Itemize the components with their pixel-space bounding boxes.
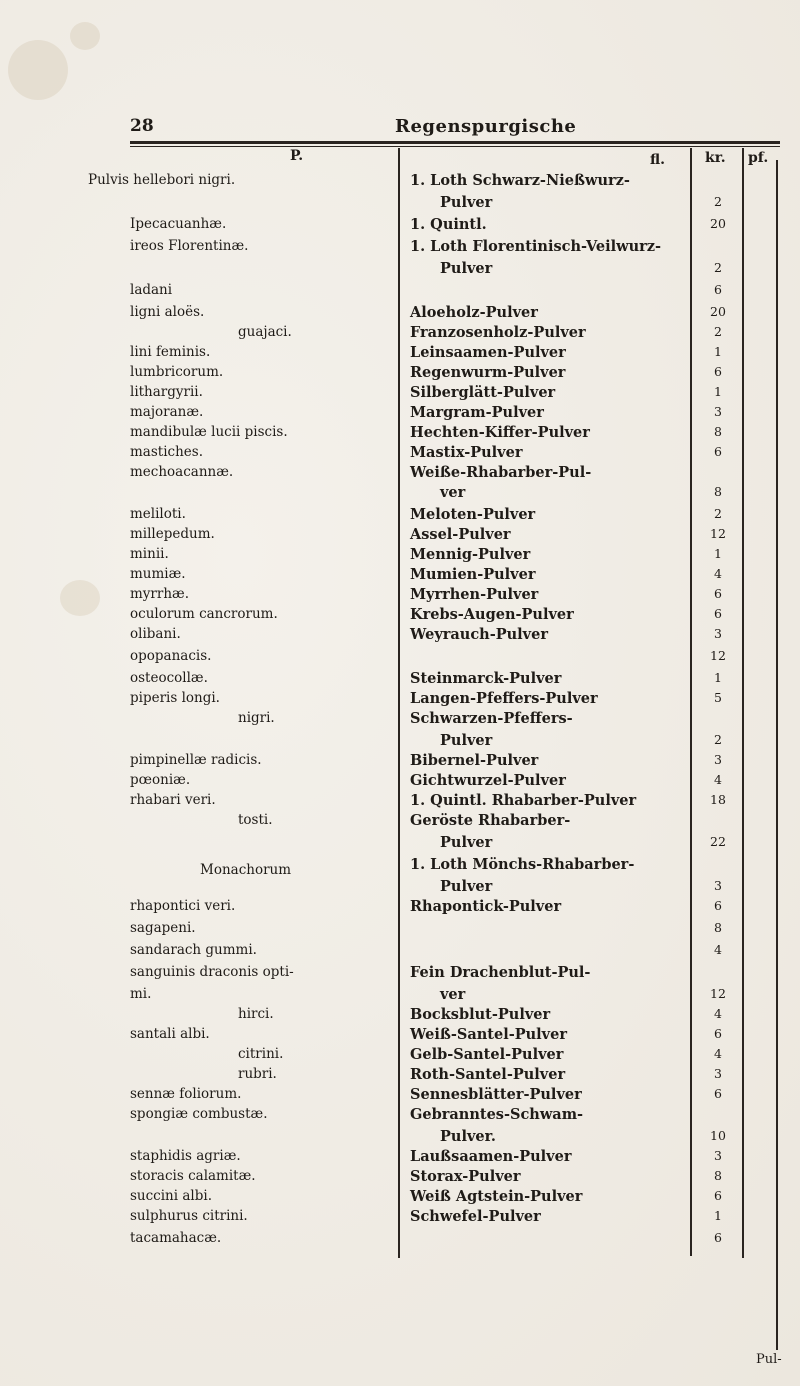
latin-entry: mechoacannæ. bbox=[130, 464, 234, 480]
kreuzer-value: 2 bbox=[714, 732, 722, 747]
catchword: Pul- bbox=[756, 1352, 782, 1367]
german-entry: Fein Drachenblut-Pul- bbox=[410, 964, 591, 981]
german-entry: Regenwurm-Pulver bbox=[410, 364, 566, 381]
latin-entry: majoranæ. bbox=[130, 404, 204, 420]
german-entry: Silberglätt-Pulver bbox=[410, 384, 556, 401]
running-title: Regenspurgische bbox=[395, 116, 577, 137]
kreuzer-value: 18 bbox=[710, 792, 726, 807]
german-entry: Mumien-Pulver bbox=[410, 566, 536, 583]
latin-entry: olibani. bbox=[130, 626, 181, 642]
latin-entry: sulphurus citrini. bbox=[130, 1208, 248, 1224]
latin-entry: ladani bbox=[130, 282, 173, 298]
kreuzer-value: 12 bbox=[710, 648, 726, 663]
kreuzer-value: 1 bbox=[714, 670, 722, 685]
latin-entry: sagapeni. bbox=[130, 920, 196, 936]
latin-entry: staphidis agriæ. bbox=[130, 1148, 241, 1164]
kreuzer-value: 4 bbox=[714, 566, 722, 581]
column-divider-pf bbox=[776, 160, 778, 1350]
latin-entry: mandibulæ lucii piscis. bbox=[130, 424, 288, 440]
german-entry: Gebranntes-Schwam- bbox=[410, 1106, 584, 1123]
kreuzer-value: 12 bbox=[710, 526, 726, 541]
latin-entry: piperis longi. bbox=[130, 690, 220, 706]
german-entry: Gelb-Santel-Pulver bbox=[410, 1046, 564, 1063]
german-entry: Myrrhen-Pulver bbox=[410, 586, 539, 603]
german-entry: Assel-Pulver bbox=[410, 526, 511, 543]
latin-entry: Monachorum bbox=[200, 862, 292, 878]
german-entry: Storax-Pulver bbox=[410, 1168, 521, 1185]
latin-entry: mastiches. bbox=[130, 444, 203, 460]
kreuzer-value: 6 bbox=[714, 1086, 722, 1101]
german-entry: Langen-Pfeffers-Pulver bbox=[410, 690, 598, 707]
german-entry: Pulver bbox=[440, 732, 493, 749]
german-entry: 1. Loth Florentinisch-Veilwurz- bbox=[410, 238, 662, 255]
kreuzer-value: 6 bbox=[714, 1230, 722, 1245]
latin-entry: millepedum. bbox=[130, 526, 215, 542]
german-entry: ver bbox=[440, 986, 466, 1003]
latin-entry: sennæ foliorum. bbox=[130, 1086, 242, 1102]
german-entry: 1. Quintl. Rhabarber-Pulver bbox=[410, 792, 637, 809]
latin-entry: osteocollæ. bbox=[130, 670, 208, 686]
kreuzer-value: 6 bbox=[714, 586, 722, 601]
column-divider-latin bbox=[398, 148, 400, 1258]
kreuzer-value: 3 bbox=[714, 404, 722, 419]
latin-entry: mi. bbox=[130, 986, 152, 1002]
kreuzer-value: 2 bbox=[714, 260, 722, 275]
kreuzer-value: 6 bbox=[714, 1026, 722, 1041]
german-entry: Bibernel-Pulver bbox=[410, 752, 539, 769]
kreuzer-value: 12 bbox=[710, 986, 726, 1001]
german-entry: Krebs-Augen-Pulver bbox=[410, 606, 574, 623]
german-entry: Bocksblut-Pulver bbox=[410, 1006, 551, 1023]
german-entry: Schwarzen-Pfeffers- bbox=[410, 710, 573, 727]
kreuzer-value: 4 bbox=[714, 942, 722, 957]
latin-entry: tacamahacæ. bbox=[130, 1230, 222, 1246]
german-entry: Roth-Santel-Pulver bbox=[410, 1066, 566, 1083]
kreuzer-value: 6 bbox=[714, 282, 722, 297]
latin-entry: hirci. bbox=[238, 1006, 274, 1022]
latin-entry: santali albi. bbox=[130, 1026, 210, 1042]
latin-entry: lumbricorum. bbox=[130, 364, 224, 380]
german-entry: Pulver bbox=[440, 834, 493, 851]
latin-entry: opopanacis. bbox=[130, 648, 212, 664]
kreuzer-value: 4 bbox=[714, 772, 722, 787]
latin-entry: ireos Florentinæ. bbox=[130, 238, 249, 254]
latin-entry: storacis calamitæ. bbox=[130, 1168, 256, 1184]
latin-entry: nigri. bbox=[238, 710, 275, 726]
german-entry: Steinmarck-Pulver bbox=[410, 670, 562, 687]
kreuzer-value: 2 bbox=[714, 194, 722, 209]
german-entry: Pulver bbox=[440, 878, 493, 895]
kreuzer-value: 3 bbox=[714, 1148, 722, 1163]
kreuzer-value: 8 bbox=[714, 424, 722, 439]
german-entry: Weyrauch-Pulver bbox=[410, 626, 548, 643]
header-rule-thin bbox=[130, 146, 780, 147]
pfennig-column-heading: pf. bbox=[748, 150, 769, 166]
kreuzer-value: 22 bbox=[710, 834, 726, 849]
german-entry: Pulver bbox=[440, 260, 493, 277]
german-entry: Leinsaamen-Pulver bbox=[410, 344, 566, 361]
latin-entry: pimpinellæ radicis. bbox=[130, 752, 262, 768]
german-entry: Aloeholz-Pulver bbox=[410, 304, 538, 321]
german-entry: Weiß-Santel-Pulver bbox=[410, 1026, 567, 1043]
german-entry: 1. Quintl. bbox=[410, 216, 487, 233]
latin-entry: minii. bbox=[130, 546, 169, 562]
latin-entry: succini albi. bbox=[130, 1188, 212, 1204]
latin-entry: rhapontici veri. bbox=[130, 898, 236, 914]
kreuzer-value: 4 bbox=[714, 1006, 722, 1021]
kreuzer-value: 20 bbox=[710, 304, 726, 319]
kreuzer-value: 20 bbox=[710, 216, 726, 231]
page-number: 28 bbox=[130, 116, 154, 136]
kreuzer-value: 1 bbox=[714, 546, 722, 561]
german-entry: Schwefel-Pulver bbox=[410, 1208, 541, 1225]
german-entry: Pulver bbox=[440, 194, 493, 211]
german-entry: Sennesblätter-Pulver bbox=[410, 1086, 582, 1103]
paper-stain bbox=[70, 22, 100, 50]
kreuzer-value: 3 bbox=[714, 1066, 722, 1081]
latin-entry: Pulvis hellebori nigri. bbox=[88, 172, 236, 188]
kreuzer-value: 5 bbox=[714, 690, 722, 705]
kreuzer-value: 2 bbox=[714, 506, 722, 521]
kreuzer-value: 8 bbox=[714, 1168, 722, 1183]
latin-entry: tosti. bbox=[238, 812, 273, 828]
column-divider-kr bbox=[742, 148, 744, 1258]
page-header bbox=[130, 116, 780, 144]
latin-entry: myrrhæ. bbox=[130, 586, 190, 602]
latin-entry: citrini. bbox=[238, 1046, 284, 1062]
german-entry: Mennig-Pulver bbox=[410, 546, 531, 563]
paper-stain bbox=[8, 40, 68, 100]
kreuzer-value: 6 bbox=[714, 1188, 722, 1203]
german-entry: 1. Loth Schwarz-Nießwurz- bbox=[410, 172, 630, 189]
kreuzer-value: 6 bbox=[714, 606, 722, 621]
latin-entry: oculorum cancrorum. bbox=[130, 606, 278, 622]
german-entry: ver bbox=[440, 484, 466, 501]
german-entry: Laußsaamen-Pulver bbox=[410, 1148, 572, 1165]
latin-entry: mumiæ. bbox=[130, 566, 186, 582]
latin-entry: ligni aloës. bbox=[130, 304, 205, 320]
florin-column-heading: fl. bbox=[650, 152, 666, 168]
latin-entry: sanguinis draconis opti- bbox=[130, 964, 294, 980]
german-entry: Weiß Agtstein-Pulver bbox=[410, 1188, 583, 1205]
german-entry: Rhapontick-Pulver bbox=[410, 898, 562, 915]
column-divider-fl bbox=[690, 148, 692, 1256]
german-entry: 1. Loth Mönchs-Rhabarber- bbox=[410, 856, 635, 873]
german-entry: Margram-Pulver bbox=[410, 404, 544, 421]
kreuzer-value: 2 bbox=[714, 324, 722, 339]
german-entry: Weiße-Rhabarber-Pul- bbox=[410, 464, 592, 481]
german-entry: Hechten-Kiffer-Pulver bbox=[410, 424, 590, 441]
german-entry: Franzosenholz-Pulver bbox=[410, 324, 586, 341]
kreuzer-value: 10 bbox=[710, 1128, 726, 1143]
kreuzer-value: 8 bbox=[714, 920, 722, 935]
latin-entry: pœoniæ. bbox=[130, 772, 191, 788]
latin-column-heading: P. bbox=[290, 148, 304, 164]
german-entry: Meloten-Pulver bbox=[410, 506, 536, 523]
latin-entry: guajaci. bbox=[238, 324, 292, 340]
paper-stain bbox=[60, 580, 100, 616]
german-entry: Mastix-Pulver bbox=[410, 444, 523, 461]
latin-entry: spongiæ combustæ. bbox=[130, 1106, 268, 1122]
latin-entry: rubri. bbox=[238, 1066, 277, 1082]
latin-entry: Ipecacuanhæ. bbox=[130, 216, 227, 232]
kreuzer-value: 3 bbox=[714, 878, 722, 893]
kreuzer-value: 1 bbox=[714, 344, 722, 359]
kreuzer-value: 6 bbox=[714, 444, 722, 459]
kreuzer-value: 8 bbox=[714, 484, 722, 499]
kreuzer-value: 3 bbox=[714, 752, 722, 767]
kreuzer-value: 6 bbox=[714, 364, 722, 379]
latin-entry: meliloti. bbox=[130, 506, 186, 522]
kreuzer-value: 4 bbox=[714, 1046, 722, 1061]
kreuzer-value: 1 bbox=[714, 1208, 722, 1223]
german-entry: Gichtwurzel-Pulver bbox=[410, 772, 566, 789]
kreuzer-value: 1 bbox=[714, 384, 722, 399]
latin-entry: lithargyrii. bbox=[130, 384, 203, 400]
latin-entry: lini feminis. bbox=[130, 344, 211, 360]
german-entry: Pulver. bbox=[440, 1128, 496, 1145]
kreuzer-column-heading: kr. bbox=[705, 150, 726, 166]
kreuzer-value: 3 bbox=[714, 626, 722, 641]
latin-entry: rhabari veri. bbox=[130, 792, 216, 808]
latin-entry: sandarach gummi. bbox=[130, 942, 257, 958]
kreuzer-value: 6 bbox=[714, 898, 722, 913]
german-entry: Geröste Rhabarber- bbox=[410, 812, 571, 829]
header-rule bbox=[130, 141, 780, 144]
